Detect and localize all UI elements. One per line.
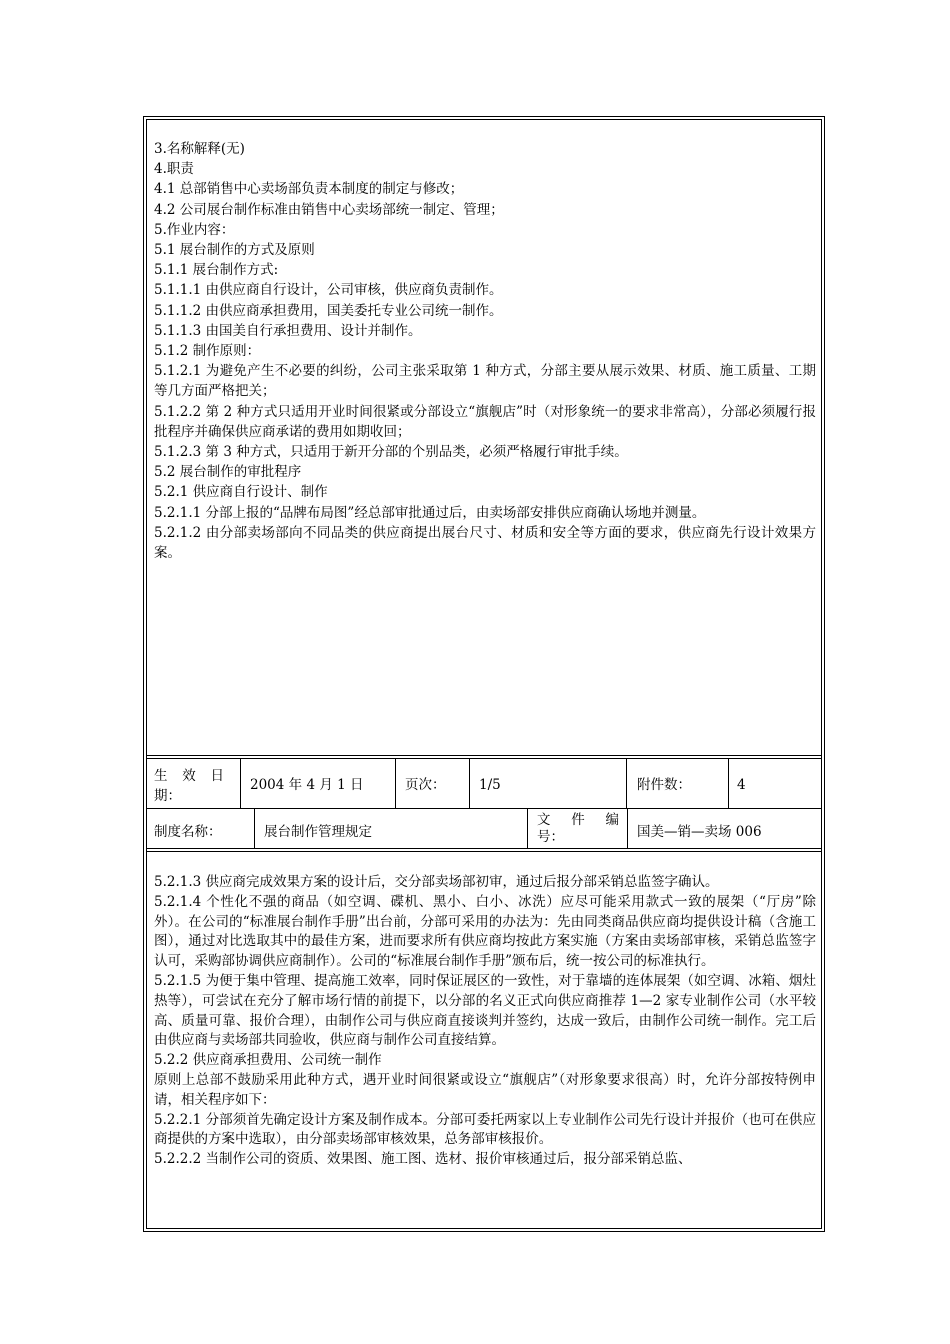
table-bottom-border <box>146 848 822 852</box>
attachments-value: 4 <box>737 777 746 793</box>
label-char: 日 <box>210 768 224 784</box>
label-char: 文 <box>537 812 551 828</box>
paragraph: 5.2.1.4 个性化不强的商品（如空调、碟机、黑小、白小、冰洗）应尽可能采用款式一致的展架（“厅房”除外）。在公司的“标准展台制作手册”出台前，分部可采用的办法为：先由同类商品供应商均提供设计稿（含施工图），通过对比选取其中的最佳方案，进而要求所有供应商均按此方案实施（方案由卖场部审核，采销总监签字认可，采购部协调供应商制作）。公司的“标准展台制作手册”颁布后，统一按公司的标准执行。 <box>154 893 816 970</box>
table-col-divider <box>627 809 628 848</box>
page-label: 页次： <box>405 777 446 793</box>
attachments-label: 附件数： <box>637 777 691 793</box>
top-section <box>154 139 816 563</box>
effective-date-value: 2004 年 4 月 1 日 <box>250 777 364 793</box>
label-end: 号： <box>537 829 564 845</box>
paragraph: 4.2 公司展台制作标准由销售中心卖场部统一制定、管理； <box>154 201 504 218</box>
paragraph: 3.名称解释(无) <box>154 141 245 157</box>
paragraph: 4.职责 <box>154 161 194 178</box>
table-top-border <box>146 755 822 759</box>
label-end: 期： <box>154 788 181 804</box>
paragraph: 4.1 总部销售中心卖场部负责本制度的制定与修改； <box>154 181 464 198</box>
bottom-section <box>154 873 816 1170</box>
paragraph: 5.2.1.1 分部上报的“品牌布局图”经总部审批通过后，由卖场部安排供应商确认场地并测量。 <box>154 504 706 521</box>
paragraph: 5.1.2.3 第 3 种方式，只适用于新开分部的个别品类，必须严格履行审批手续。 <box>154 444 628 461</box>
label-char: 件 <box>571 812 585 828</box>
paragraph: 5.1.2 制作原则： <box>154 343 261 360</box>
label-char: 效 <box>182 768 196 784</box>
file-no-label <box>537 812 619 846</box>
paragraph: 5.2.2.1 分部须首先确定设计方案及制作成本。分部可委托两家以上专业制作公司先行设计并报价（也可在供应商提供的方案中选取），由分部卖场部审核效果，总务部审核报价。 <box>154 1111 816 1148</box>
table-col-divider <box>527 809 528 848</box>
paragraph: 5.1.2.1 为避免产生不必要的纠纷，公司主张采取第 1 种方式，分部主要从展示效果、材质、施工质量、工期等几方面严格把关； <box>154 363 816 400</box>
table-col-divider <box>254 809 255 848</box>
label-char: 编 <box>605 812 619 828</box>
table-row-divider <box>146 808 822 809</box>
table-col-divider <box>395 758 396 808</box>
paragraph: 5.2.1.5 为便于集中管理、提高施工效率，同时保证展区的一致性，对于靠墙的连体展架（如空调、冰箱、烟灶热等），可尝试在充分了解市场行情的前提下，以分部的名义正式向供应商推荐 1—2 家专业制作公司（水平较高、质量可靠、报价合理），由制作公司与供应商直接谈判并签约，达成一致后，由制作公司统一制作。完工后由供应商与卖场部共同验收，供应商与制作公司直接结算。 <box>154 972 816 1049</box>
page-value: 1/5 <box>479 777 501 793</box>
policy-name-value: 展台制作管理规定 <box>264 824 372 840</box>
paragraph: 5.2.1 供应商自行设计、制作 <box>154 484 328 501</box>
paragraph: 5.2.2.2 当制作公司的资质、效果图、施工图、选材、报价审核通过后，报分部采销总监、 <box>154 1151 692 1168</box>
paragraph: 5.1.1.1 由供应商自行设计，公司审核，供应商负责制作。 <box>154 282 503 299</box>
table-col-divider <box>240 758 241 808</box>
paragraph: 5.2 展台制作的审批程序 <box>154 464 302 481</box>
paragraph: 5.1 展台制作的方式及原则 <box>154 242 315 259</box>
table-col-divider <box>469 758 470 808</box>
paragraph: 5.作业内容： <box>154 221 235 238</box>
table-col-divider <box>728 758 729 808</box>
paragraph: 5.1.1 展台制作方式: <box>154 262 279 279</box>
policy-name-label: 制度名称： <box>154 824 222 840</box>
paragraph: 5.2.2 供应商承担费用、公司统一制作 <box>154 1052 382 1069</box>
label-char: 生 <box>154 768 168 784</box>
table-col-divider <box>626 758 627 808</box>
file-no-value: 国美—销—卖场 006 <box>637 824 762 840</box>
paragraph: 5.2.1.3 供应商完成效果方案的设计后，交分部卖场部初审，通过后报分部采销总监签字确认。 <box>154 874 719 890</box>
paragraph: 5.1.2.2 第 2 种方式只适用开业时间很紧或分部设立“旗舰店”时（对形象统一的要求非常高），分部必须履行报批程序并确保供应商承诺的费用如期收回； <box>154 403 816 440</box>
paragraph: 5.2.1.2 由分部卖场部向不同品类的供应商提出展台尺寸、材质和安全等方面的要求，供应商先行设计效果方案。 <box>154 524 816 562</box>
effective-date-label <box>154 766 224 806</box>
paragraph: 5.1.1.3 由国美自行承担费用、设计并制作。 <box>154 322 422 339</box>
paragraph: 5.1.1.2 由供应商承担费用，国美委托专业公司统一制作。 <box>154 302 503 319</box>
paragraph: 原则上总部不鼓励采用此种方式，遇开业时间很紧或设立“旗舰店”（对形象要求很高）时，允许分部按特例申请，相关程序如下： <box>154 1071 816 1108</box>
